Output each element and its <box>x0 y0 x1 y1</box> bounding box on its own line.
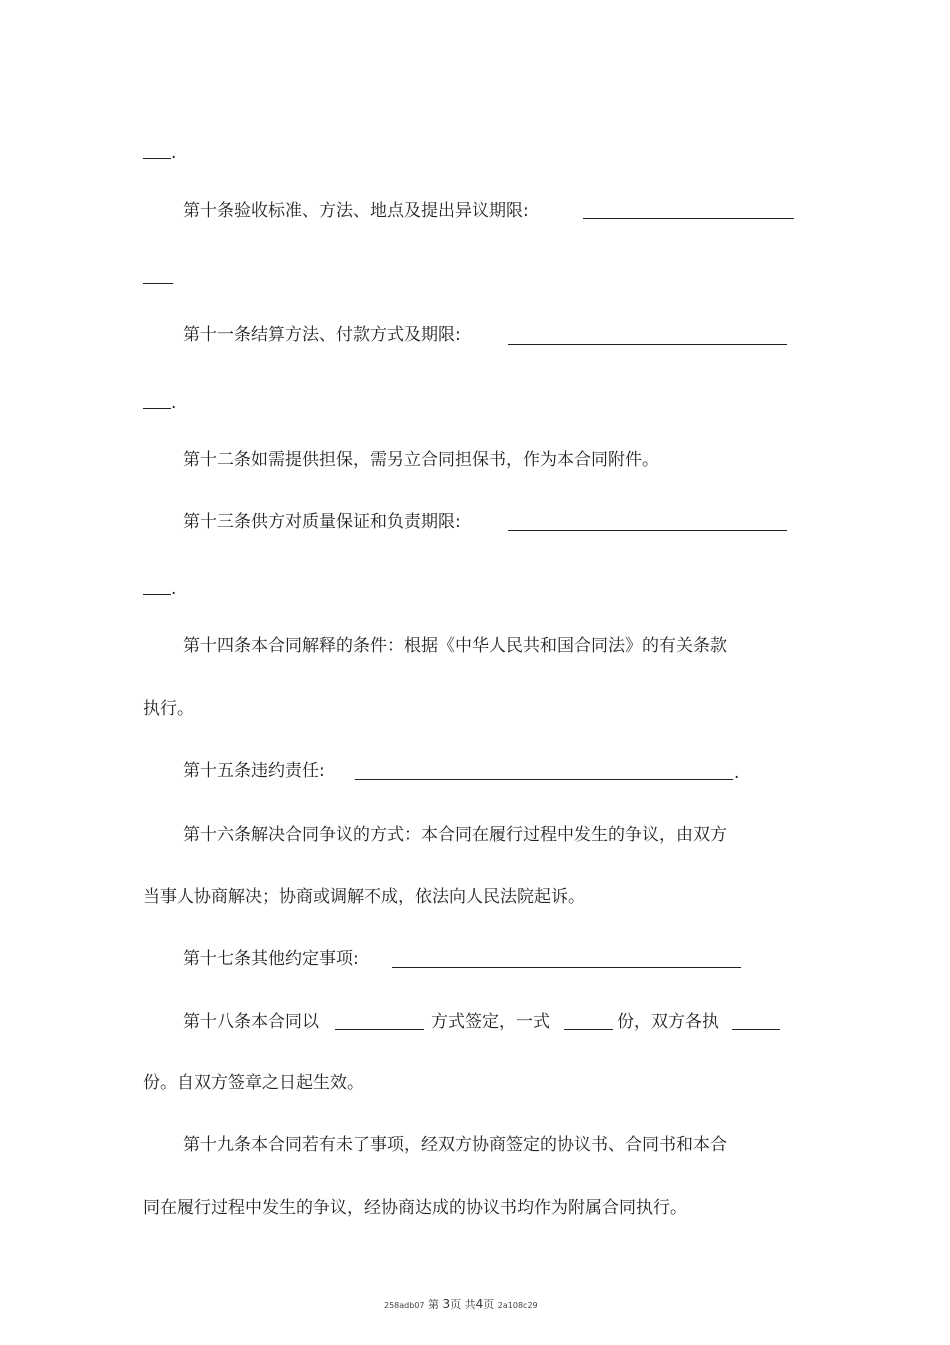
footer-page-suffix: 页 <box>450 1298 462 1311</box>
blank-line <box>392 967 741 968</box>
blank-line <box>355 779 733 780</box>
clause-12: 第十二条如需提供担保，需另立合同担保书，作为本合同附件。 <box>183 450 659 470</box>
period: . <box>171 143 177 163</box>
clause-13: 第十三条供方对质量保证和负责期限: <box>183 512 461 532</box>
footer-page-total: 4 <box>475 1297 484 1311</box>
clause-16-continued: 当事人协商解决；协商或调解不成，依法向人民法院起诉。 <box>143 887 585 907</box>
blank-line <box>143 158 171 159</box>
clause-15: 第十五条违约责任: <box>183 761 325 781</box>
blank-line <box>564 1029 613 1030</box>
blank-line <box>583 218 794 219</box>
clause-18-part-3: 份，双方各执 <box>617 1012 719 1032</box>
clause-18-part-2: 方式签定，一式 <box>431 1012 550 1032</box>
blank-line <box>143 408 171 409</box>
clause-14-continued: 执行。 <box>143 699 194 719</box>
period: . <box>734 763 740 783</box>
blank-line <box>508 344 787 345</box>
blank-line <box>143 594 171 595</box>
blank-line <box>143 283 173 284</box>
clause-11: 第十一条结算方法、付款方式及期限: <box>183 325 461 345</box>
period: . <box>171 579 177 599</box>
footer-right-code: 2a108c29 <box>497 1301 538 1310</box>
footer-left-code: 258adb07 <box>384 1301 425 1310</box>
clause-18: 第十八条本合同以 <box>183 1012 319 1032</box>
blank-line <box>335 1029 424 1030</box>
blank-line <box>508 530 787 531</box>
page-footer <box>384 1296 538 1312</box>
clause-19-continued: 同在履行过程中发生的争议，经协商达成的协议书均作为附属合同执行。 <box>143 1198 687 1218</box>
footer-page-prefix: 第 <box>428 1298 440 1311</box>
clause-10: 第十条验收标准、方法、地点及提出异议期限: <box>183 201 529 221</box>
period: . <box>171 393 177 413</box>
footer-page-current: 3 <box>442 1297 451 1311</box>
clause-16: 第十六条解决合同争议的方式：本合同在履行过程中发生的争议，由双方 <box>183 825 727 845</box>
footer-total-suffix: 页 <box>483 1298 495 1311</box>
clause-14: 第十四条本合同解释的条件：根据《中华人民共和国合同法》的有关条款 <box>183 636 727 656</box>
footer-total-prefix: 共 <box>464 1298 476 1311</box>
clause-17: 第十七条其他约定事项: <box>183 949 359 969</box>
clause-18-continued: 份。自双方签章之日起生效。 <box>143 1073 364 1093</box>
blank-line <box>732 1029 780 1030</box>
clause-19: 第十九条本合同若有未了事项，经双方协商签定的协议书、合同书和本合 <box>183 1135 727 1155</box>
